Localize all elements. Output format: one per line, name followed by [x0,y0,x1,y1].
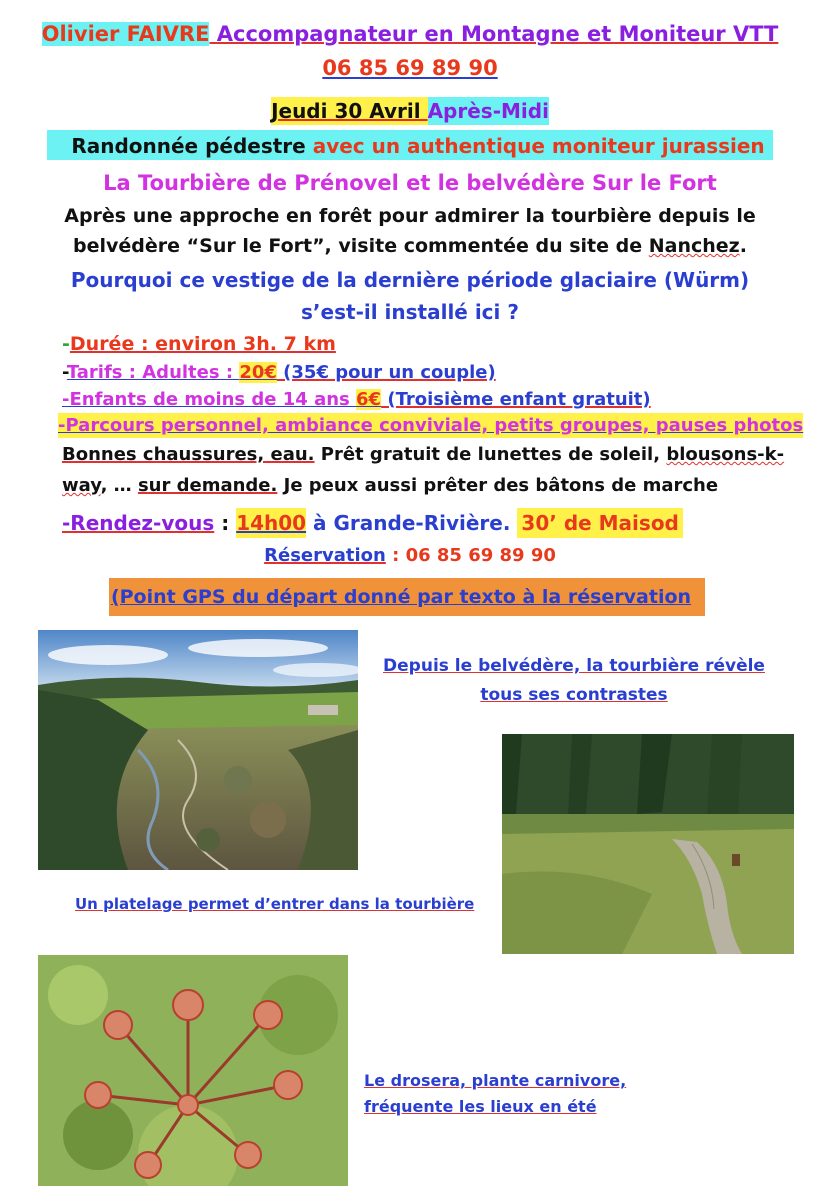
date-period: Après-Midi [427,99,549,123]
reservation-label: Réservation [264,545,386,566]
duration-dash: - [62,333,70,355]
caption-belvedere-line-1: Depuis le belvédère, la tourbière révèle [383,656,765,676]
caption-drosera-line-1: Le drosera, plante carnivore, [364,1071,627,1090]
equipment-poles: Je peux aussi prêter des bâtons de marche [277,475,719,496]
children-label: -Enfants de moins de 14 ans [62,389,357,410]
detail-children [62,389,782,410]
detail-equipment-2 [62,475,782,496]
activity-type: Randonnée pédestre [71,134,306,158]
gps-note: (Point GPS du départ donné par texto à la réservation [109,578,705,616]
question-line-1: Pourquoi ce vestige de la dernière période glaciaire (Würm) [70,268,750,292]
prices-couple: (35€ pour un couple) [276,362,496,383]
detail-equipment-1 [62,444,785,465]
gps-line [0,577,820,617]
description-text: belvédère “Sur le Fort”, visite commentée du site de [73,235,649,257]
detail-prices [62,362,782,383]
guide-role: Accompagnateur en Montagne et Moniteur VTT [209,22,779,46]
rdv-place: à Grande-Rivière. [306,511,518,535]
reservation-sep: : [385,545,406,566]
caption-boardwalk: Un platelage permet d’entrer dans la tourbière [75,895,475,913]
equipment-loan: Prêt gratuit de lunettes de soleil, [314,444,667,465]
caption-drosera [364,1068,626,1120]
rdv-time: 14h00 [236,508,306,538]
reservation-line [0,545,820,566]
rdv-sep: : [214,511,237,535]
activity-line [0,134,820,158]
description-period: . [739,235,747,257]
description-place: Nanchez [648,235,740,257]
description-line-2 [0,235,820,257]
activity-with: avec un authentique moniteur jurassien [305,134,765,158]
date-line [0,93,820,129]
boardwalk-photo [502,734,794,954]
prices-label: Tarifs : Adultes : [66,362,240,383]
equipment-sep: , … [100,475,138,496]
drosera-photo [38,955,348,1186]
header-line [0,22,820,46]
prices-adult: 20€ [239,362,277,383]
rdv-distance: 30’ de Maisod [517,508,682,538]
detail-parcours [58,415,804,436]
phone-line [0,56,820,80]
prices-dash: - [62,362,67,383]
guide-name: Olivier FAIVRE [41,22,210,46]
caption-belvedere [378,652,770,710]
equipment-way: way [62,475,101,496]
reservation-phone: 06 85 69 89 90 [405,545,556,566]
children-price: 6€ [356,389,382,410]
parcours-text: -Parcours personnel, ambiance conviviale, petits groupes, pauses photos [58,415,804,436]
children-note: (Troisième enfant gratuit) [381,389,651,410]
duration-text: Durée : environ 3h. 7 km [69,333,336,355]
question-line-2: s’est-il installé ici ? [301,300,519,324]
rdv-label: -Rendez-vous [62,511,215,535]
guide-phone: 06 85 69 89 90 [322,56,498,80]
equipment-jackets: blousons-k- [666,444,785,465]
description-line-1: Après une approche en forêt pour admirer la tourbière depuis le [64,205,756,227]
rdv-line [62,506,782,540]
aerial-bog-photo [38,630,358,870]
activity-highlight [47,130,772,160]
caption-drosera-line-2: fréquente les lieux en été [364,1097,597,1116]
equipment-on-request: sur demande. [137,475,278,496]
equipment-shoes: Bonnes chaussures, eau. [62,444,315,465]
outing-title: La Tourbière de Prénovel et le belvédère Sur le Fort [103,171,717,195]
date-day: Jeudi 30 Avril [271,99,428,123]
caption-belvedere-line-2: tous ses contrastes [480,685,668,705]
detail-duration [62,333,782,355]
